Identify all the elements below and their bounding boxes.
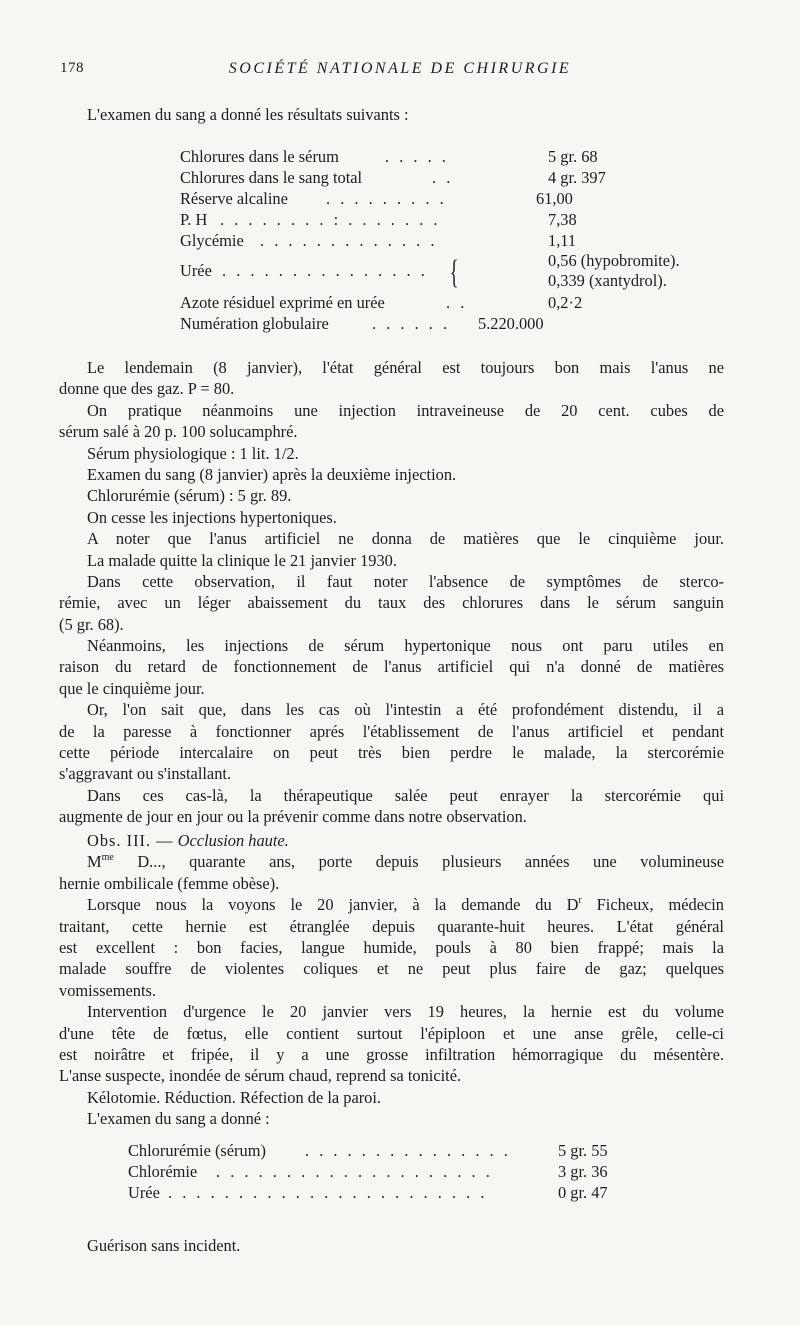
text-line: Dans cette observation, il faut noter l'absence de symptômes de sterco- xyxy=(87,571,724,591)
row-value: 7,38 xyxy=(548,210,577,229)
row-value: 1,11 xyxy=(548,231,577,250)
text-line: que le cinquième jour. xyxy=(59,678,205,698)
leader-dots: . . . . . . . . . . . . . . . . . . . . . . . xyxy=(168,1183,488,1202)
text-line: La malade quitte la clinique le 21 janvier 1930. xyxy=(87,550,397,570)
leader-dots: . . . . . . . . . . . . . . . xyxy=(222,261,428,280)
text-line: On cesse les injections hypertoniques. xyxy=(87,507,337,527)
row-label: Glycémie xyxy=(180,231,244,250)
leader-dots: . . . . . . . . . xyxy=(326,189,447,208)
table-row xyxy=(180,167,750,188)
text-line: d'une tête de fœtus, elle contient surtout l'épiploon et une anse grêle, celle-ci xyxy=(59,1023,724,1043)
text-line: vomissements. xyxy=(59,980,156,1000)
leader-dots: . . . . . . xyxy=(372,314,451,333)
row-value: 0,2·2 xyxy=(548,293,583,312)
row-label: Chlorures dans le sérum xyxy=(180,147,339,166)
row-value: 3 gr. 36 xyxy=(558,1162,608,1181)
leader-dots: . . . . . . . . . . . . . . . . . . . . xyxy=(216,1162,493,1181)
text-line: malade souffre de violentes coliques et ne peut plus faire de gaz; quelques xyxy=(59,959,724,979)
text-line: rémie, avec un léger abaissement du taux des chlorures dans le sérum sanguin xyxy=(59,593,724,613)
intro-line: L'examen du sang a donné les résultats suivants : xyxy=(87,105,409,124)
page-header xyxy=(60,60,740,84)
brace-symbol: { xyxy=(449,254,459,291)
page-number: 178 xyxy=(60,60,84,76)
text-line: Dans ces cas-là, la thérapeutique salée peut enrayer la stercorémie qui xyxy=(87,785,724,805)
row-label: Chlorures dans le sang total xyxy=(180,168,363,187)
leader-dots: . . . . . . . . . . . . . . . xyxy=(305,1141,511,1160)
text-line: Chlorurémie (sérum) : 5 gr. 89. xyxy=(87,486,292,506)
text-line xyxy=(59,851,724,872)
text-line: Intervention d'urgence le 20 janvier vers 19 heures, la hernie est du volume xyxy=(87,1002,724,1022)
obs-title: Occlusion haute. xyxy=(177,831,289,850)
text-line: Néanmoins, les injections de sérum hypertonique nous ont paru utiles en xyxy=(87,636,724,656)
table-row xyxy=(180,292,750,313)
table-row xyxy=(128,1161,688,1182)
conclusion-line: Guérison sans incident. xyxy=(87,1236,241,1255)
table-row xyxy=(128,1140,688,1161)
observation-text xyxy=(59,357,724,828)
text-segment: Lorsque nous la voyons le 20 janvier, à la demande du D xyxy=(87,895,579,915)
row-label: P. H xyxy=(180,210,208,229)
leader-dots: . . . . . xyxy=(385,147,449,166)
text-segment: D..., quarante ans, porte depuis plusieurs années une volumineuse xyxy=(137,852,724,872)
table-row xyxy=(180,251,750,280)
table-row xyxy=(180,188,750,209)
text-line xyxy=(59,894,724,915)
text-line: est excellent : bon facies, langue humide, pouls à 80 bien frappé; mais la xyxy=(59,937,724,957)
table-row xyxy=(128,1182,688,1203)
running-head: SOCIÉTÉ NATIONALE DE CHIRURGIE xyxy=(228,60,572,77)
obs-label: Obs. III. — xyxy=(87,831,174,850)
row-value: 61,00 xyxy=(536,189,573,208)
text-line: sérum salé à 20 p. 100 solucamphré. xyxy=(59,422,298,442)
text-line: de la paresse à fonctionner aprés l'établissement de l'anus artificiel et pendant xyxy=(59,721,724,741)
text-segment: Ficheux, médecin xyxy=(596,895,724,915)
text-line: cette période intercalaire on peut très bien perdre le malade, la stercorémie xyxy=(59,743,724,763)
row-value: 5.220.000 xyxy=(478,314,544,333)
intro-block xyxy=(59,104,724,125)
row-value: 5 gr. 55 xyxy=(558,1141,608,1160)
leader-dots: . . xyxy=(446,293,468,312)
obs-heading xyxy=(59,830,724,851)
row-label: Urée xyxy=(180,261,212,280)
text-line: Le lendemain (8 janvier), l'état général est toujours bon mais l'anus ne xyxy=(87,358,724,377)
row-label: Numération globulaire xyxy=(180,314,329,333)
row-label: Urée xyxy=(128,1183,160,1202)
table-row xyxy=(180,209,750,230)
mme-abbrev: M xyxy=(87,852,102,872)
observation-3 xyxy=(59,830,724,1129)
text-line: raison du retard de fonctionnement de l'anus artificiel qui n'a donné de matières xyxy=(59,657,724,677)
leader-dots: . . xyxy=(432,168,454,187)
text-line: (5 gr. 68). xyxy=(59,614,124,634)
row-value: 0 gr. 47 xyxy=(558,1183,608,1202)
text-line: Kélotomie. Réduction. Réfection de la paroi. xyxy=(87,1087,382,1107)
blood-results-table-2 xyxy=(128,1140,688,1203)
row-value: 0,56 (hypobromite). xyxy=(548,251,680,270)
row-label: Réserve alcaline xyxy=(180,189,288,208)
row-label: Chlorurémie (sérum) xyxy=(128,1141,266,1160)
text-line: augmente de jour en jour ou la prévenir comme dans notre observation. xyxy=(59,807,527,827)
text-line: L'anse suspecte, inondée de sérum chaud, reprend sa tonicité. xyxy=(59,1066,462,1086)
row-value: 0,339 (xantydrol). xyxy=(548,271,667,290)
text-line: est noirâtre et fripée, il y a une grosse infiltration hémorragique du mésentère. xyxy=(59,1044,724,1064)
text-line: On pratique néanmoins une injection intraveineuse de 20 cent. cubes de xyxy=(87,400,724,420)
dr-sup: r xyxy=(578,895,582,907)
row-label: Chlorémie xyxy=(128,1162,198,1181)
conclusion-block xyxy=(59,1235,724,1256)
mme-sup: me xyxy=(101,852,114,864)
text-line: Or, l'on sait que, dans les cas où l'intestin a été profondément distendu, il a xyxy=(87,700,724,720)
row-value: 4 gr. 397 xyxy=(548,168,606,187)
table-row xyxy=(180,270,750,292)
text-line: s'aggravant ou s'installant. xyxy=(59,764,232,784)
text-line: L'examen du sang a donné : xyxy=(87,1109,270,1129)
leader-dots: . . . . . . . . . . . . . xyxy=(260,231,438,250)
text-line: Examen du sang (8 janvier) après la deuxième injection. xyxy=(87,464,457,484)
table-row xyxy=(180,146,750,167)
leader-dots: . . . . . . . . : . . . . . . . xyxy=(220,210,441,229)
text-line: A noter que l'anus artificiel ne donna de matières que le cinquième jour. xyxy=(87,529,724,549)
row-value: 5 gr. 68 xyxy=(548,147,598,166)
text-line: hernie ombilicale (femme obèse). xyxy=(59,873,280,893)
text-line: donne que des gaz. P = 80. xyxy=(59,379,235,399)
table-row xyxy=(180,313,750,334)
text-line: traitant, cette hernie est étranglée depuis quarante-huit heures. L'état général xyxy=(59,916,724,936)
row-label: Azote résiduel exprimé en urée xyxy=(180,293,385,312)
blood-results-table xyxy=(180,146,750,334)
text-line: Sérum physiologique : 1 lit. 1/2. xyxy=(87,443,299,463)
table-row xyxy=(180,230,750,251)
